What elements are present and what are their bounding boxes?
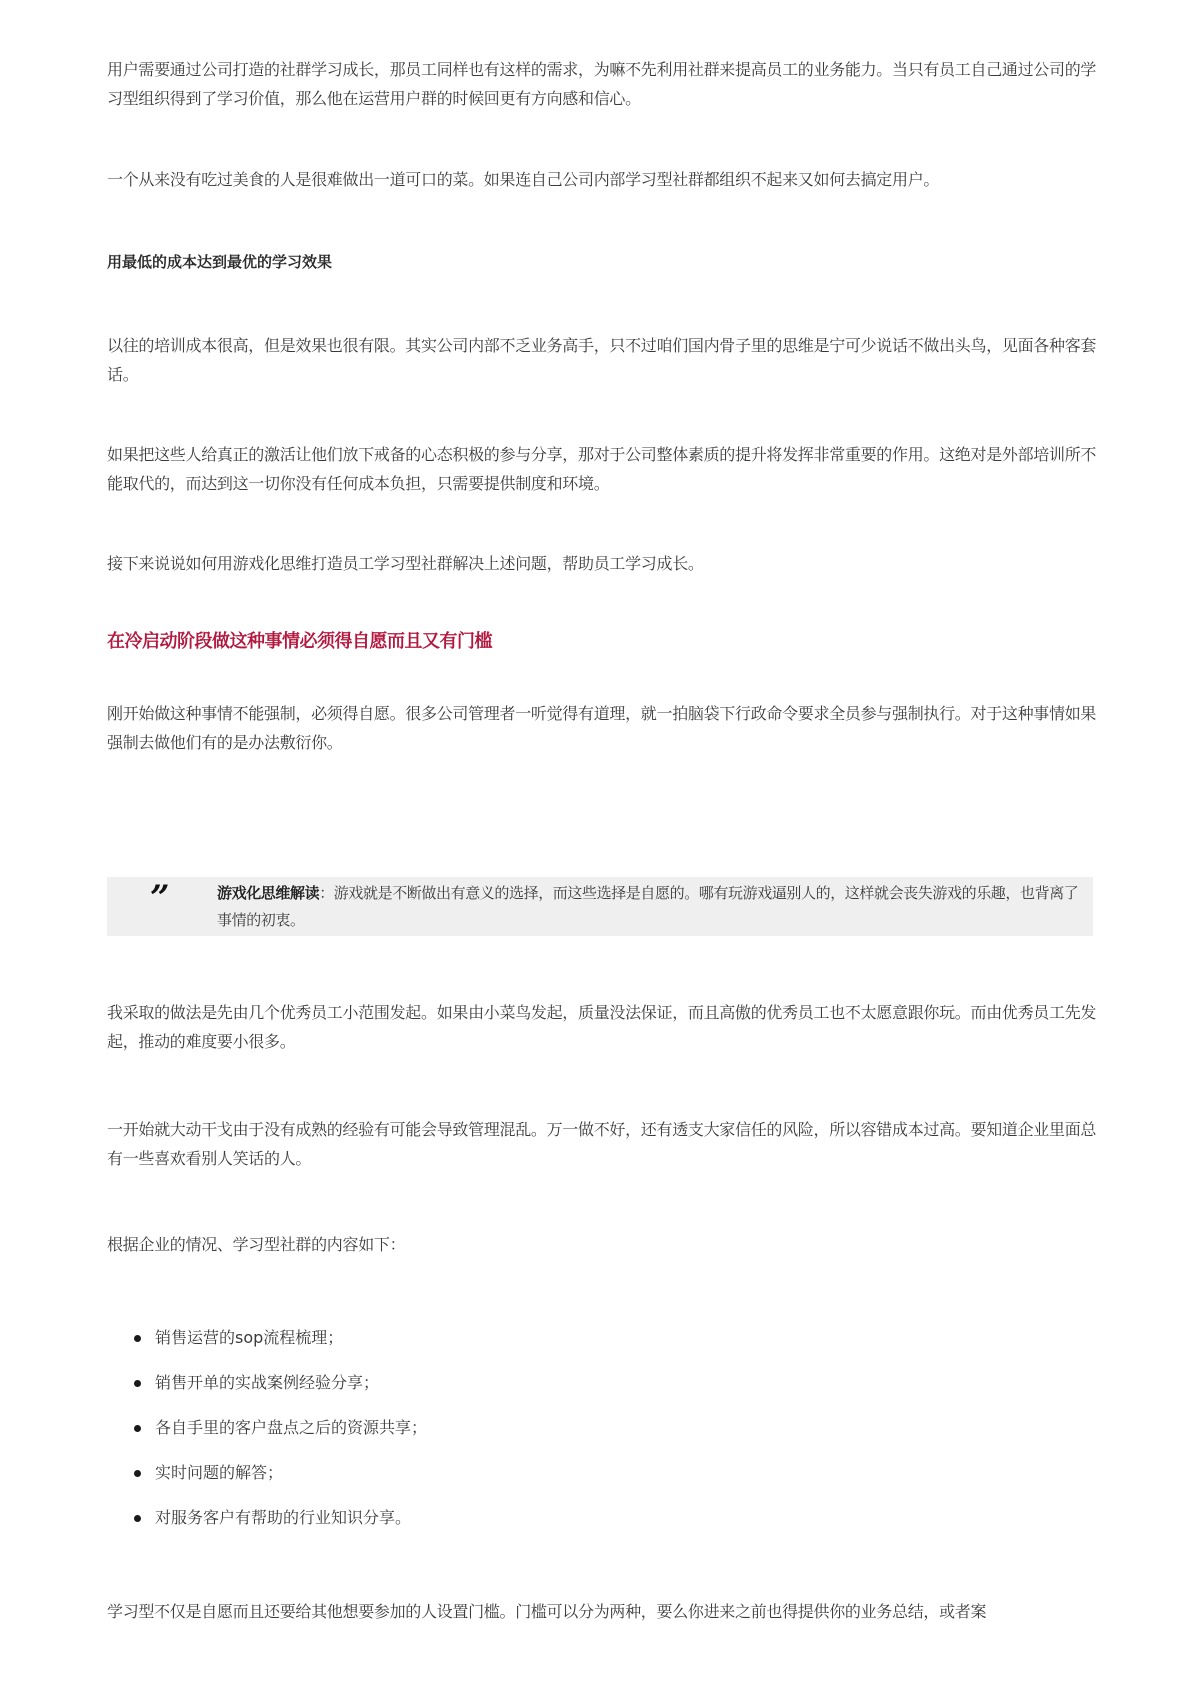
paragraph-training-costs: 以往的培训成本很高，但是效果也很有限。其实公司内部不乏业务高手，只不过咱们国内骨子里的思维是宁可少说话不做出头鸟，见面各种客套话。 bbox=[107, 336, 1097, 384]
list-item: 对服务客户有帮助的行业知识分享。 bbox=[107, 1504, 427, 1549]
paragraph-employee-learning-needs: 用户需要通过公司打造的社群学习成长，那员工同样也有这样的需求，为嘛不先利用社群来提高员工的业务能力。当只有员工自己通过公司的学习型组织得到了学习价值，那么他在运营用户群的时候回更有方向感和信心。 bbox=[107, 60, 1097, 108]
subheading-lowest-cost: 用最低的成本达到最优的学习效果 bbox=[107, 253, 333, 271]
quote-text bbox=[217, 880, 1087, 934]
paragraph-avoid-chaos: 一开始就大动干戈由于没有成熟的经验有可能会导致管理混乱。万一做不好，还有透支大家信任的风险，所以容错成本过高。要知道企业里面总有一些喜欢看别人笑话的人。 bbox=[107, 1120, 1097, 1168]
paragraph-cooking-analogy: 一个从来没有吃过美食的人是很难做出一道可口的菜。如果连自己公司内部学习型社群都组织不起来又如何去搞定用户。 bbox=[107, 170, 940, 189]
bullet-icon bbox=[134, 1470, 141, 1477]
list-item: 实时问题的解答； bbox=[107, 1459, 427, 1504]
quote-label: 游戏化思维解读 bbox=[217, 884, 320, 902]
bullet-icon bbox=[134, 1515, 141, 1522]
bullet-icon bbox=[134, 1380, 141, 1387]
bullet-icon bbox=[134, 1425, 141, 1432]
list-item: 各自手里的客户盘点之后的资源共享； bbox=[107, 1414, 427, 1459]
blockquote-gamification-insight bbox=[107, 877, 1093, 936]
paragraph-start-small: 我采取的做法是先由几个优秀员工小范围发起。如果由小菜鸟发起，质量没法保证，而且高傲的优秀员工也不太愿意跟你玩。而由优秀员工先发起，推动的难度要小很多。 bbox=[107, 1003, 1097, 1051]
list-item: 销售运营的sop流程梳理； bbox=[107, 1324, 427, 1369]
paragraph-next-topic: 接下来说说如何用游戏化思维打造员工学习型社群解决上述问题，帮助员工学习成长。 bbox=[107, 554, 704, 573]
bullet-icon bbox=[134, 1335, 141, 1342]
list-item: 销售开单的实战案例经验分享； bbox=[107, 1369, 427, 1414]
quote-body: ：游戏就是不断做出有意义的选择，而这些选择是自愿的。哪有玩游戏逼别人的，这样就会丧失游戏的乐趣，也背离了事情的初衷。 bbox=[217, 884, 1079, 929]
paragraph-activate-experts: 如果把这些人给真正的激活让他们放下戒备的心态积极的参与分享，那对于公司整体素质的提升将发挥非常重要的作用。这绝对是外部培训所不能取代的，而达到这一切你没有任何成本负担，只需要提供制度和环境。 bbox=[107, 445, 1097, 493]
paragraph-content-intro: 根据企业的情况、学习型社群的内容如下： bbox=[107, 1235, 406, 1254]
content-list bbox=[107, 1324, 427, 1549]
paragraph-no-forcing: 刚开始做这种事情不能强制，必须得自愿。很多公司管理者一听觉得有道理，就一拍脑袋下行政命令要求全员参与强制执行。对于这种事情如果强制去做他们有的是办法敷衍你。 bbox=[107, 704, 1097, 752]
paragraph-threshold: 学习型不仅是自愿而且还要给其他想要参加的人设置门槛。门槛可以分为两种，要么你进来之前也得提供你的业务总结，或者案 bbox=[107, 1602, 987, 1621]
quote-mark-icon: ” bbox=[150, 878, 170, 918]
section-heading-cold-start: 在冷启动阶段做这种事情必须得自愿而且又有门槛 bbox=[107, 631, 492, 652]
